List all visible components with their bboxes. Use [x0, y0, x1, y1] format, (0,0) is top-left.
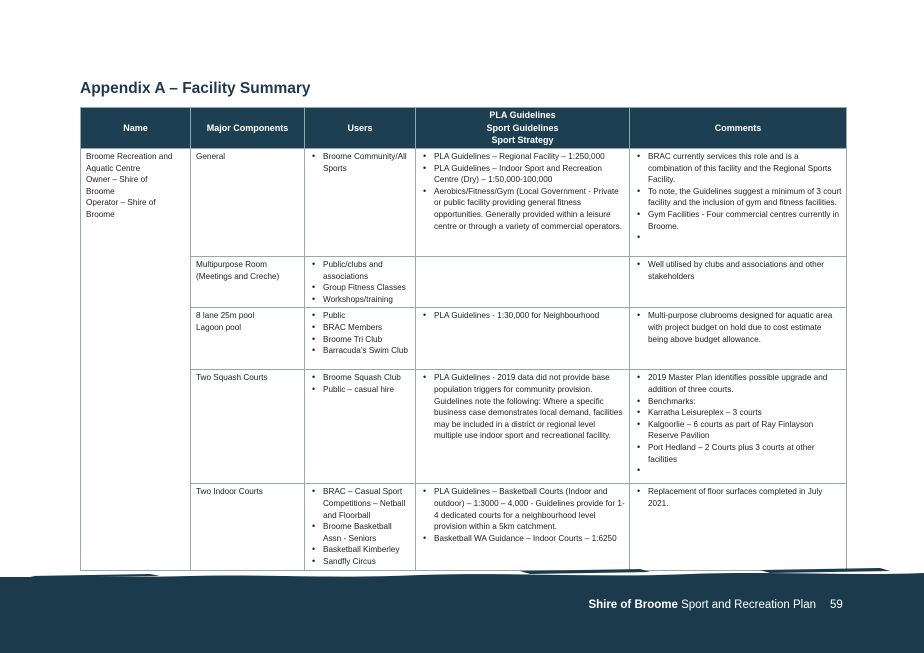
header-comments: Comments — [630, 108, 847, 149]
comments-cell — [630, 308, 847, 370]
list-item: • Broome Tri Club — [323, 334, 411, 346]
footer-title — [588, 599, 816, 611]
list-item: • Barracuda’s Swim Club — [323, 345, 411, 357]
facility-name-cell-line: Operator – Shire of — [86, 198, 156, 208]
component-cell — [191, 308, 305, 370]
component-cell-line: General — [196, 152, 226, 161]
guidelines-cell — [416, 484, 630, 570]
users-cell — [305, 257, 416, 308]
guidelines-cell-list — [421, 486, 625, 544]
users-cell-list — [310, 372, 411, 395]
users-cell-list — [310, 486, 411, 567]
list-item: • Sandfly Circus — [323, 556, 411, 568]
component-cell-line: 8 lane 25m pool — [196, 311, 255, 321]
component-cell — [191, 257, 305, 308]
table-header-row — [81, 108, 847, 149]
footer-org: Shire of Broome — [588, 599, 678, 611]
table-row — [81, 484, 847, 570]
list-item: • Well utilised by clubs and associations and other stakeholders — [648, 259, 842, 282]
comments-cell — [630, 149, 847, 257]
list-item: • Public — [323, 310, 411, 322]
comments-cell-list — [635, 486, 842, 509]
list-item: • BRAC Members — [323, 322, 411, 334]
header-major-components: Major Components — [191, 108, 305, 149]
list-item: • PLA Guidelines - 1:30,000 for Neighbourhood — [434, 310, 625, 322]
table-row — [81, 308, 847, 370]
guidelines-cell-list — [421, 372, 625, 442]
component-cell-line: Lagoon pool — [196, 322, 242, 332]
header-guidelines — [416, 108, 630, 149]
guidelines-cell — [416, 257, 630, 308]
component-cell-line: (Meetings and Creche) — [196, 271, 280, 281]
facility-name-cell-line: Broome — [86, 186, 115, 196]
list-item: • Public/clubs and associations — [323, 259, 411, 282]
header-name: Name — [81, 108, 191, 149]
list-item: • Gym Facilities - Four commercial centres currently in Broome. — [648, 209, 842, 232]
list-item: • Public – casual hire — [323, 384, 411, 396]
guidelines-cell — [416, 308, 630, 370]
facility-name-cell-line: Broome — [86, 209, 115, 219]
facility-name-cell-line: Owner – Shire of — [86, 175, 148, 185]
list-item: • PLA Guidelines – Indoor Sport and Recreation Centre (Dry) – 1:50,000-100,000 — [434, 163, 625, 186]
guidelines-cell — [416, 370, 630, 484]
users-cell-list — [310, 259, 411, 305]
comments-cell-list — [635, 259, 842, 282]
component-cell — [191, 370, 305, 484]
header-guidelines-line: PLA Guidelines — [489, 110, 556, 121]
list-item: • Benchmarks: — [648, 396, 842, 408]
page-heading: Appendix A – Facility Summary — [80, 80, 311, 97]
comments-cell — [630, 484, 847, 570]
list-item: • Aerobics/Fitness/Gym (Local Government - Private or public facility providing general fitness opportunities. Generally provided within a leisure centre or through a variety of commercial operators. — [434, 186, 625, 232]
users-cell — [305, 484, 416, 570]
users-cell-list — [310, 310, 411, 356]
list-item: • BRAC currently services this role and is a combination of this facility and the Regional Sports Facility. — [648, 151, 842, 186]
list-item: • Basketball WA Guidance – Indoor Courts – 1:6250 — [434, 533, 625, 545]
list-item: • Broome Basketball Assn - Seniors — [323, 521, 411, 544]
list-item: • Broome Community/All Sports — [323, 151, 411, 174]
footer-doc-title: Sport and Recreation Plan — [677, 599, 816, 611]
list-item: • PLA Guidelines – Regional Facility – 1:250,000 — [434, 151, 625, 163]
users-cell-list — [310, 151, 411, 174]
list-item: • Port Hedland – 2 Courts plus 3 courts at other facilities — [648, 442, 842, 465]
guidelines-cell-list — [421, 151, 625, 232]
list-item: • Multi-purpose clubrooms designed for aquatic area with project budget on hold due to cost estimate being above budget allowance. — [648, 310, 842, 345]
users-cell — [305, 149, 416, 257]
component-cell-line: Two Squash Courts — [196, 373, 268, 383]
header-guidelines-line: Sport Strategy — [491, 135, 554, 146]
users-cell — [305, 370, 416, 484]
list-item: • To note, the Guidelines suggest a minimum of 3 court facility and the inclusion of gym and fitness facilities. — [648, 186, 842, 209]
list-item: • Group Fitness Classes — [323, 282, 411, 294]
component-cell — [191, 484, 305, 570]
list-item: • PLA Guidelines - 2019 data did not provide base population triggers for community provision. Guidelines note the following: Where a specific business case demonstrates local demand, facilities may be included in a district or regional level multiple use indoor sport and recreational facility. — [434, 372, 625, 442]
users-cell — [305, 308, 416, 370]
table-row — [81, 370, 847, 484]
comments-cell — [630, 370, 847, 484]
comments-cell — [630, 257, 847, 308]
list-item: • PLA Guidelines – Basketball Courts (Indoor and outdoor) – 1:3000 – 4,000 - Guidelines provide for 1-4 dedicated courts for a neighbourhood level provision within a 5km catchment. — [434, 486, 625, 532]
table-row — [81, 149, 847, 257]
list-item: • Workshops/training — [323, 294, 411, 306]
list-item: • Replacement of floor surfaces completed in July 2021. — [648, 486, 842, 509]
list-item: • Basketball Kimberley — [323, 544, 411, 556]
header-guidelines-line: Sport Guidelines — [486, 122, 559, 133]
facility-summary-table — [80, 107, 847, 571]
list-item: • BRAC – Casual Sport Competitions – Netball and Floorball — [323, 486, 411, 521]
comments-cell-list — [635, 310, 842, 345]
guidelines-cell — [416, 149, 630, 257]
list-item: • 2019 Master Plan identifies possible upgrade and addition of three courts. — [648, 372, 842, 395]
component-cell-line: Multipurpose Room — [196, 260, 267, 269]
footer-band — [0, 577, 924, 653]
guidelines-cell-list — [421, 310, 625, 322]
comments-cell-list — [635, 151, 842, 244]
list-item — [648, 232, 842, 244]
comments-cell-list — [635, 372, 842, 476]
facility-name-cell — [81, 149, 191, 571]
header-users: Users — [305, 108, 416, 149]
list-item — [648, 465, 842, 477]
list-item: • Kalgoorlie – 6 courts as part of Ray Finlayson Reserve Pavilion — [648, 419, 842, 442]
component-cell — [191, 149, 305, 257]
list-item: • Karratha Leisureplex – 3 courts — [648, 407, 842, 419]
facility-name-cell-line: Broome Recreation and — [86, 152, 173, 161]
component-cell-line: Two Indoor Courts — [196, 487, 263, 497]
facility-name-cell-line: Aquatic Centre — [86, 163, 141, 173]
page-number: 59 — [830, 599, 843, 611]
table-row — [81, 257, 847, 308]
list-item: • Broome Squash Club — [323, 372, 411, 384]
